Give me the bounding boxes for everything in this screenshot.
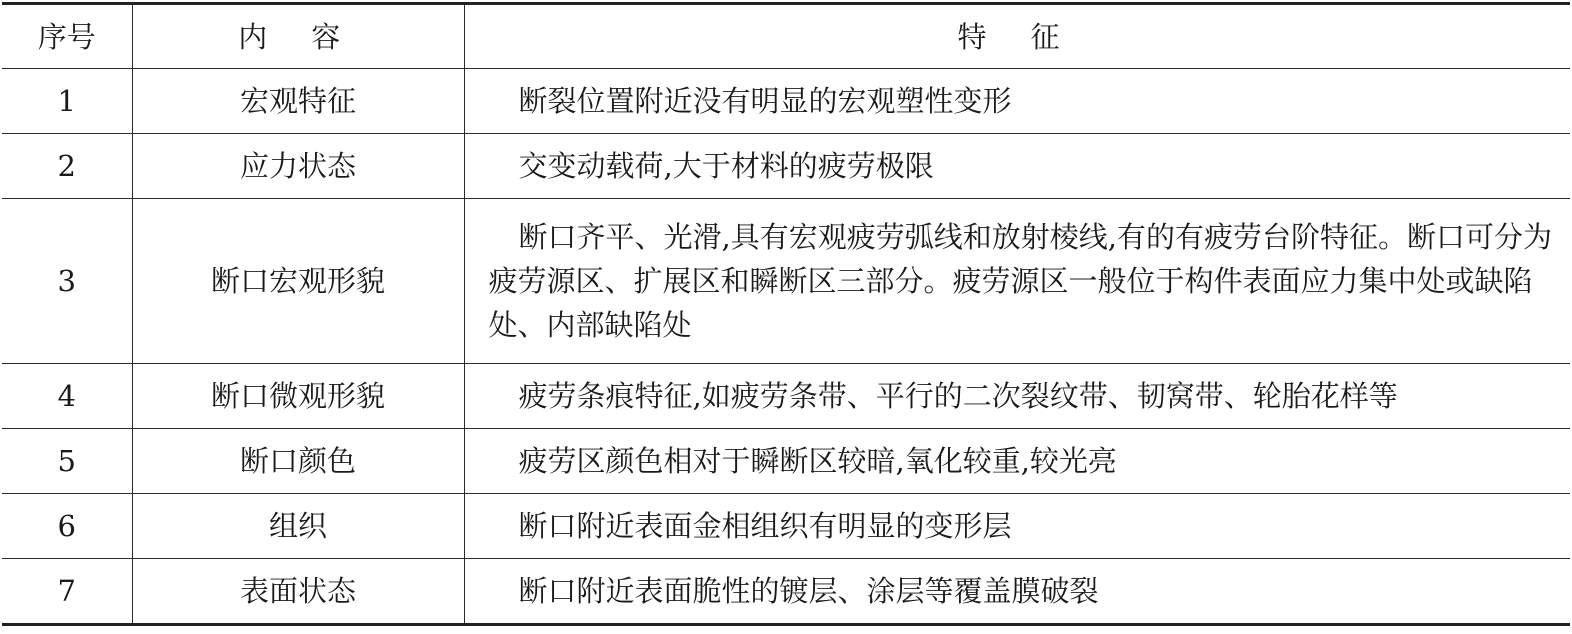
row-index: 7 xyxy=(2,559,132,625)
table-header xyxy=(2,4,1570,69)
row-content: 表面状态 xyxy=(132,559,464,625)
row-feature: 断裂位置附近没有明显的宏观塑性变形 xyxy=(464,69,1570,134)
row-index: 5 xyxy=(2,429,132,494)
table-row xyxy=(2,199,1570,364)
header-index: 序号 xyxy=(2,4,132,69)
header-row xyxy=(2,4,1570,69)
table-row xyxy=(2,69,1570,134)
row-feature: 疲劳区颜色相对于瞬断区较暗,氧化较重,较光亮 xyxy=(464,429,1570,494)
row-feature: 断口附近表面金相组织有明显的变形层 xyxy=(464,494,1570,559)
row-index: 6 xyxy=(2,494,132,559)
row-feature: 断口附近表面脆性的镀层、涂层等覆盖膜破裂 xyxy=(464,559,1570,625)
row-index: 2 xyxy=(2,134,132,199)
row-content: 断口宏观形貌 xyxy=(132,199,464,364)
table-row xyxy=(2,134,1570,199)
row-index: 3 xyxy=(2,199,132,364)
header-feature: 特 征 xyxy=(464,4,1570,69)
row-feature: 断口齐平、光滑,具有宏观疲劳弧线和放射棱线,有的有疲劳台阶特征。断口可分为疲劳源区、扩展区和瞬断区三部分。疲劳源区一般位于构件表面应力集中处或缺陷处、内部缺陷处 xyxy=(464,199,1570,364)
fatigue-fracture-table xyxy=(2,2,1570,626)
row-content: 应力状态 xyxy=(132,134,464,199)
table-row xyxy=(2,364,1570,429)
table-body xyxy=(2,69,1570,625)
row-content: 断口微观形貌 xyxy=(132,364,464,429)
table-row xyxy=(2,429,1570,494)
row-content: 宏观特征 xyxy=(132,69,464,134)
table-row xyxy=(2,559,1570,625)
header-content: 内 容 xyxy=(132,4,464,69)
row-feature: 疲劳条痕特征,如疲劳条带、平行的二次裂纹带、韧窝带、轮胎花样等 xyxy=(464,364,1570,429)
row-content: 组织 xyxy=(132,494,464,559)
table-row xyxy=(2,494,1570,559)
row-content: 断口颜色 xyxy=(132,429,464,494)
row-index: 4 xyxy=(2,364,132,429)
row-feature: 交变动载荷,大于材料的疲劳极限 xyxy=(464,134,1570,199)
row-index: 1 xyxy=(2,69,132,134)
